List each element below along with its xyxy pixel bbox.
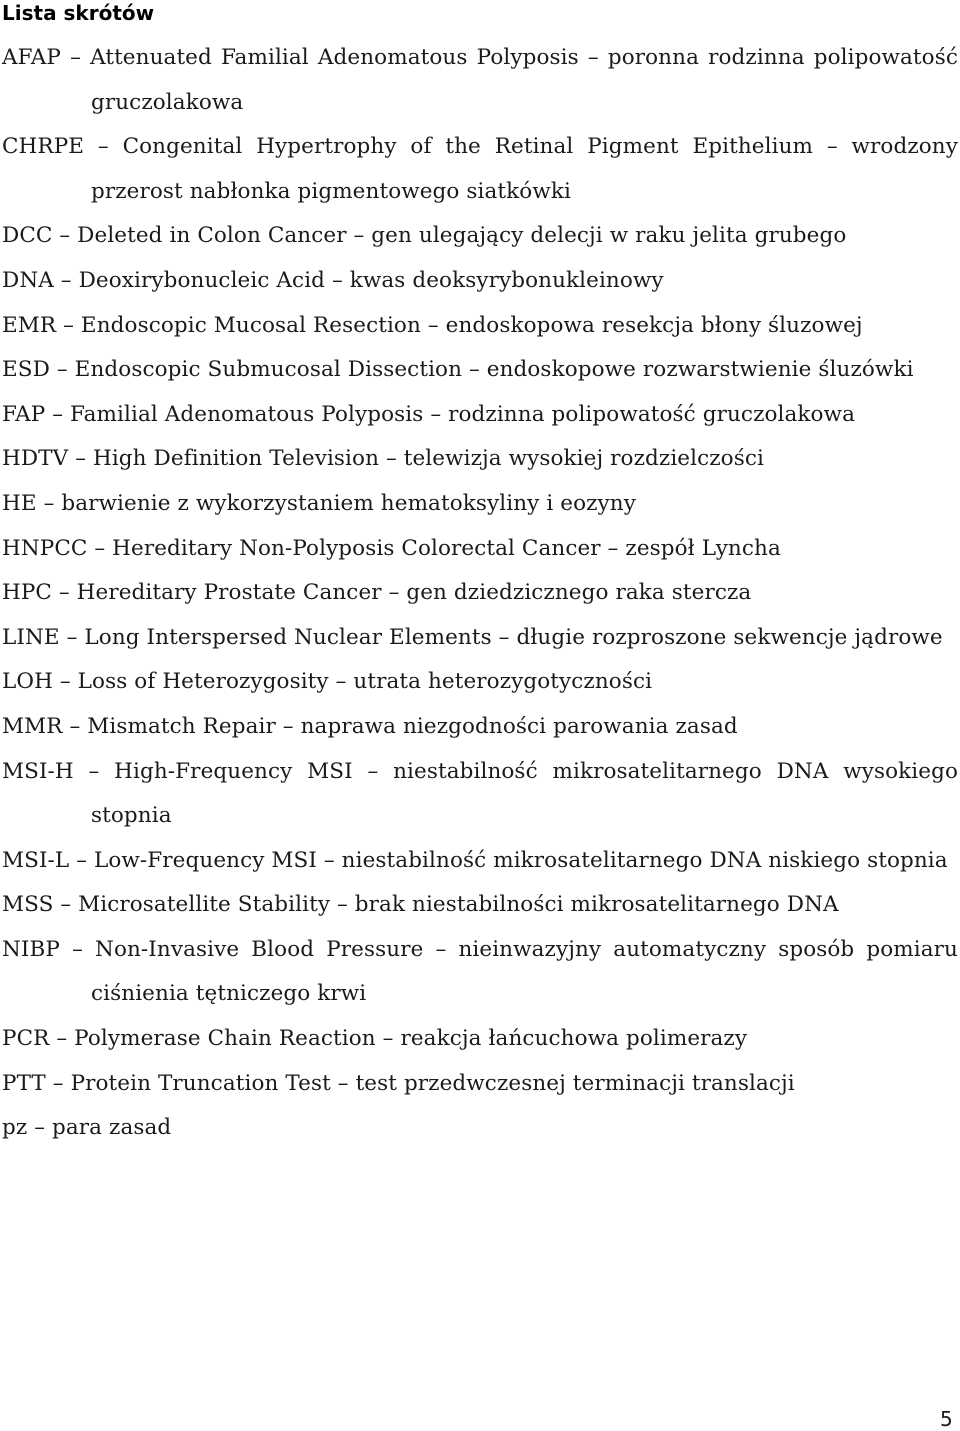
abbreviation-entry-dcc: DCC – Deleted in Colon Cancer – gen ulegający delecji w raku jelita grubego [2, 223, 847, 249]
abbreviation-entry-mss: MSS – Microsatellite Stability – brak niestabilności mikrosatelitarnego DNA [2, 892, 839, 918]
abbreviation-entry-hdtv: HDTV – High Definition Television – telewizja wysokiej rozdzielczości [2, 446, 764, 472]
abbreviation-entry-nibp: NIBP – Non-Invasive Blood Pressure – nieinwazyjny automatyczny sposób pomiaru ciśnienia tętniczego krwi [2, 936, 958, 1007]
abbreviation-entry-dna: DNA – Deoxirybonucleic Acid – kwas deoksyrybonukleinowy [2, 267, 664, 293]
abbreviation-entry-msi-l: MSI-L – Low-Frequency MSI – niestabilność mikrosatelitarnego DNA niskiego stopnia [2, 847, 948, 873]
abbreviation-entry-emr: EMR – Endoscopic Mucosal Resection – endoskopowa resekcja błony śluzowej [2, 312, 863, 338]
abbreviation-entry-fap: FAP – Familial Adenomatous Polyposis – rodzinna polipowatość gruczolakowa [2, 401, 856, 427]
abbreviation-entry-esd: ESD – Endoscopic Submucosal Dissection – endoskopowe rozwarstwienie śluzówki [2, 357, 914, 383]
abbreviation-list [2, 36, 958, 1151]
section-heading: Lista skrótów [2, 1, 155, 25]
abbreviation-entry-loh: LOH – Loss of Heterozygosity – utrata heterozygotyczności [2, 669, 653, 695]
abbreviation-entry-pz: pz – para zasad [2, 1115, 172, 1141]
abbreviation-entry-msi-h: MSI-H – High-Frequency MSI – niestabilność mikrosatelitarnego DNA wysokiego stopnia [2, 758, 958, 829]
abbreviation-entry-ptt: PTT – Protein Truncation Test – test przedwczesnej terminacji translacji [2, 1070, 795, 1096]
abbreviation-entry-afap: AFAP – Attenuated Familial Adenomatous Polyposis – poronna rodzinna polipowatość gruczolakowa [2, 45, 958, 115]
page-number: 5 [940, 1407, 953, 1431]
abbreviation-entry-line: LINE – Long Interspersed Nuclear Elements – długie rozproszone sekwencje jądrowe [2, 624, 943, 650]
abbreviation-entry-mmr: MMR – Mismatch Repair – naprawa niezgodności parowania zasad [2, 713, 738, 739]
abbreviation-entry-he: HE – barwienie z wykorzystaniem hematoksyliny i eozyny [2, 490, 636, 516]
abbreviation-entry-chrpe: CHRPE – Congenital Hypertrophy of the Retinal Pigment Epithelium – wrodzony przerost nabłonka pigmentowego siatkówki [2, 134, 958, 204]
abbreviation-entry-hnpcc: HNPCC – Hereditary Non-Polyposis Colorectal Cancer – zespół Lyncha [2, 535, 781, 561]
abbreviation-entry-hpc: HPC – Hereditary Prostate Cancer – gen dziedzicznego raka stercza [2, 580, 752, 606]
abbreviation-entry-pcr: PCR – Polymerase Chain Reaction – reakcja łańcuchowa polimerazy [2, 1026, 748, 1052]
